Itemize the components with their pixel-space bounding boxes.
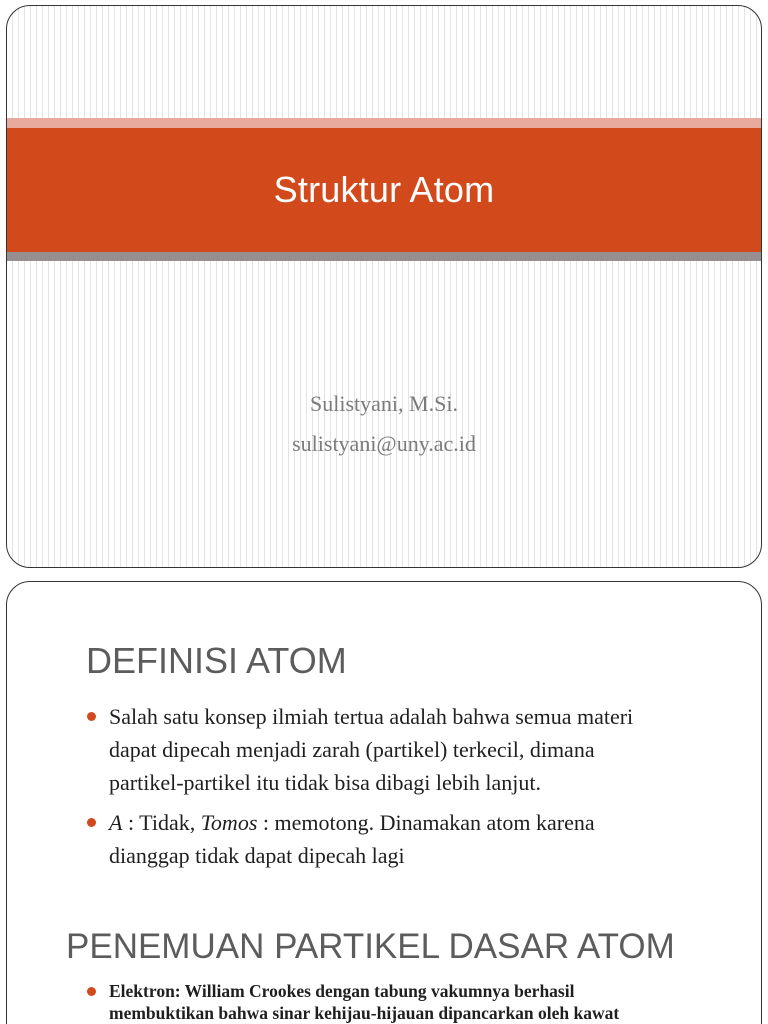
accent-band-top [7,118,761,128]
bullet-dot-icon [87,987,96,996]
list-item [87,700,727,799]
subtitle-block [7,384,761,464]
title-slide [6,5,762,568]
discovery-bullet-list [87,980,727,1024]
definition-bullet-list [87,700,727,879]
content-slide [6,581,762,1024]
term-tomos: Tomos [200,810,258,835]
bullet-text-line: dapat dipecah menjadi zarah (partikel) terkecil, dimana [109,737,595,762]
bullet-dot-icon [87,712,96,721]
section-heading-definisi: DEFINISI ATOM [86,640,347,681]
author-name: Sulistyani, M.Si. [310,391,458,416]
section-heading-penemuan: PENEMUAN PARTIKEL DASAR ATOM [66,927,675,966]
author-email: sulistyani@uny.ac.id [292,431,476,456]
list-item [87,806,727,872]
bullet-text-line: partikel-partikel itu tidak bisa dibagi lebih lanjut. [109,770,541,795]
accent-band-bottom [7,252,761,261]
term-explanation: : memotong. Dinamakan atom karena [257,810,595,835]
bullet-text-line: dianggap tidak dapat dipecah lagi [109,843,405,868]
bullet-text-line: membuktikan bahwa sinar kehijau-hijauan dipancarkan oleh kawat [109,1003,620,1023]
bullet-dot-icon [87,818,96,827]
list-item [87,980,727,1024]
bullet-text-line: Salah satu konsep ilmiah tertua adalah bahwa semua materi [109,704,634,729]
bullet-text-line: Elektron: William Crookes dengan tabung vakumnya berhasil [109,981,575,1001]
term-separator: : Tidak, [122,810,201,835]
slide-title: Struktur Atom [273,169,495,210]
term-a: A [109,810,123,835]
bullet-text-line [109,806,727,839]
title-band [7,128,761,252]
